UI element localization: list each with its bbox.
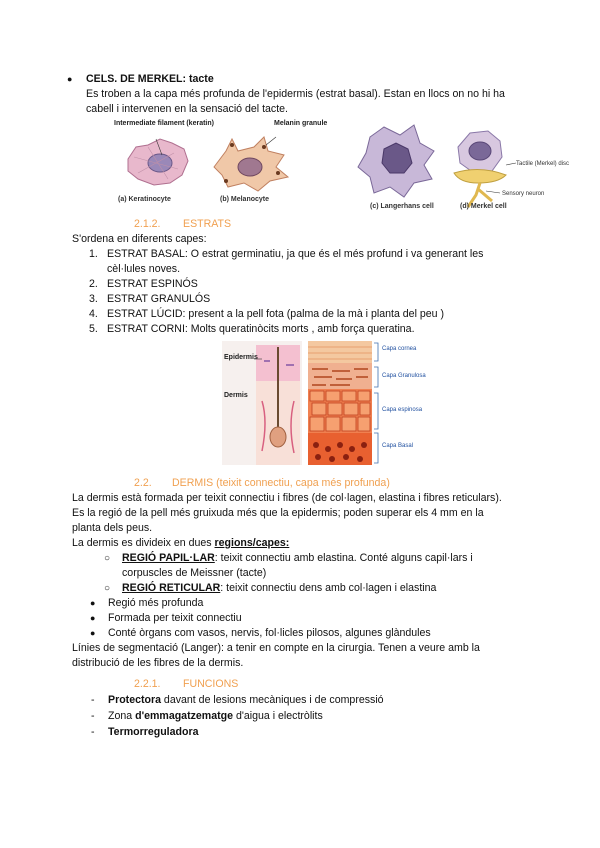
- langer-lines-line1: Línies de segmentació (Langer): a tenir en compte en la cirurgia. Tenen a veure amb la: [72, 642, 480, 654]
- bullet-dot: ●: [67, 74, 73, 84]
- region-reticular-item: [122, 581, 436, 596]
- funcio-protectora-text: davant de lesions mecàniques i de compressió: [160, 694, 384, 706]
- funcio-protectora-label: Protectora: [108, 694, 161, 706]
- region-papillar-label: REGIÓ PAPIL·LAR: [122, 552, 215, 564]
- label-sensory-neuron: Sensory neuron: [502, 191, 545, 197]
- caption-keratinocyte: (a) Keratinocyte: [118, 196, 171, 203]
- dermis-heading: DERMIS (teixit connectiu, capa més profunda): [172, 477, 390, 489]
- list-number: 4.: [89, 308, 98, 320]
- regions-label: regions/capes:: [214, 537, 290, 549]
- estrat-corni-item: ESTRAT CORNI: Molts queratinòcits morts , amb força queratina.: [107, 323, 415, 335]
- dermis-heading-number: 2.2.: [134, 477, 152, 489]
- list-number: 5.: [89, 323, 98, 335]
- label-epidermis: Epidermis: [224, 354, 258, 361]
- funcio-emmagatzematge-text: d'aigua i electròlits: [233, 710, 323, 722]
- dermis-paragraph-line1: La dermis està formada per teixit connectiu i fibres (de col·lagen, elastina i fibres reticulars).: [72, 492, 502, 504]
- circle-bullet: ○: [104, 553, 111, 564]
- label-melanin-granule: Melanin granule: [274, 120, 328, 127]
- estrat-basal-continuation: cèl·lules noves.: [107, 263, 181, 275]
- funcio-protectora: [108, 693, 384, 708]
- estrats-heading-number: 2.1.2.: [134, 218, 161, 230]
- label-tactile-disc: Tactile (Merkel) disc: [516, 161, 570, 167]
- region-reticular-text: : teixit connectiu dens amb col·lagen i elastina: [220, 582, 437, 594]
- langerhans-cell-illustration: [358, 125, 434, 197]
- langer-lines-line2: distribució de les fibres de la dermis.: [72, 657, 244, 669]
- funcio-emmagatzematge-pre: Zona: [108, 710, 136, 722]
- dash-bullet: -: [91, 710, 95, 722]
- estrat-granulos-item: ESTRAT GRANULÓS: [107, 293, 211, 305]
- estrats-intro: S'ordena en diferents capes:: [72, 233, 207, 245]
- bullet-dot: ●: [90, 628, 96, 638]
- funcio-emmagatzematge: [108, 709, 323, 724]
- label-capa-basal: Capa Basal: [382, 443, 414, 449]
- epidermal-cells-figure: [108, 117, 570, 213]
- region-reticular-label: REGIÓ RETICULAR: [122, 582, 221, 594]
- dash-bullet: -: [91, 694, 95, 706]
- funcions-heading-number: 2.2.1.: [134, 678, 161, 690]
- label-capa-espinosa: Capa espinosa: [382, 407, 423, 413]
- label-intermediate-filament: Intermediate filament (keratin): [114, 120, 214, 127]
- caption-merkel-cell: (d) Merkel cell: [460, 203, 507, 210]
- caption-melanocyte: (b) Melanocyte: [220, 196, 270, 203]
- keratinocyte-illustration: [128, 139, 188, 185]
- estrat-espinos-item: ESTRAT ESPINÓS: [107, 278, 198, 290]
- list-number: 1.: [89, 248, 98, 260]
- label-capa-cornea: Capa cornea: [382, 346, 417, 352]
- dermis-paragraph-line3: planta dels peus.: [72, 522, 153, 534]
- funcio-emmagatzematge-label: d'emmagatzematge: [135, 710, 233, 722]
- dermis-regions-line: [72, 536, 289, 551]
- merkel-paragraph-line2: cabell i intervenen en la sensació del tacte.: [86, 103, 288, 115]
- dermis-paragraph-line2: Es la regió de la pell més gruixuda més que la epidermis; poden superar els 4 mm en la: [72, 507, 484, 519]
- dash-bullet: -: [91, 726, 95, 738]
- dermis-bullet-1: Regió més profunda: [108, 597, 204, 609]
- melanocyte-illustration: [214, 137, 288, 191]
- skin-layers-figure: [222, 341, 426, 465]
- funcions-heading: FUNCIONS: [183, 678, 239, 690]
- estrat-lucid-item: ESTRAT LÚCID: present a la pell fota (palma de la mà i planta del peu ): [107, 308, 445, 320]
- dermis-bullet-3: Conté òrgans com vasos, nervis, fol·licles pilosos, algunes glàndules: [108, 627, 431, 639]
- region-papillar-item: [122, 551, 473, 566]
- funcio-termorreguladora: Termorreguladora: [108, 726, 199, 738]
- region-papillar-continuation: corpuscles de Meissner (tacte): [122, 567, 267, 579]
- list-number: 2.: [89, 278, 98, 290]
- merkel-heading: CELS. DE MERKEL: tacte: [86, 73, 214, 85]
- estrat-basal-item: ESTRAT BASAL: O estrat germinatiu, ja que és el més profund i va generant les: [107, 248, 484, 260]
- label-capa-granulosa: Capa Granulosa: [382, 373, 426, 379]
- regions-intro: La dermis es divideix en dues: [72, 537, 215, 549]
- caption-langerhans-cell: (c) Langerhans cell: [370, 203, 434, 210]
- estrats-heading: ESTRATS: [183, 218, 232, 230]
- merkel-paragraph-line1: Es troben a la capa més profunda de l'epidermis (estrat basal). Estan en llocs on no hi ha: [86, 88, 505, 100]
- list-number: 3.: [89, 293, 98, 305]
- bullet-dot: ●: [90, 598, 96, 608]
- label-dermis: Dermis: [224, 392, 248, 399]
- dermis-bullet-2: Formada per teixit connectiu: [108, 612, 242, 624]
- circle-bullet: ○: [104, 583, 111, 594]
- region-papillar-text: : teixit connectiu amb elastina. Conté alguns capil·lars i: [214, 552, 473, 564]
- bullet-dot: ●: [90, 613, 96, 623]
